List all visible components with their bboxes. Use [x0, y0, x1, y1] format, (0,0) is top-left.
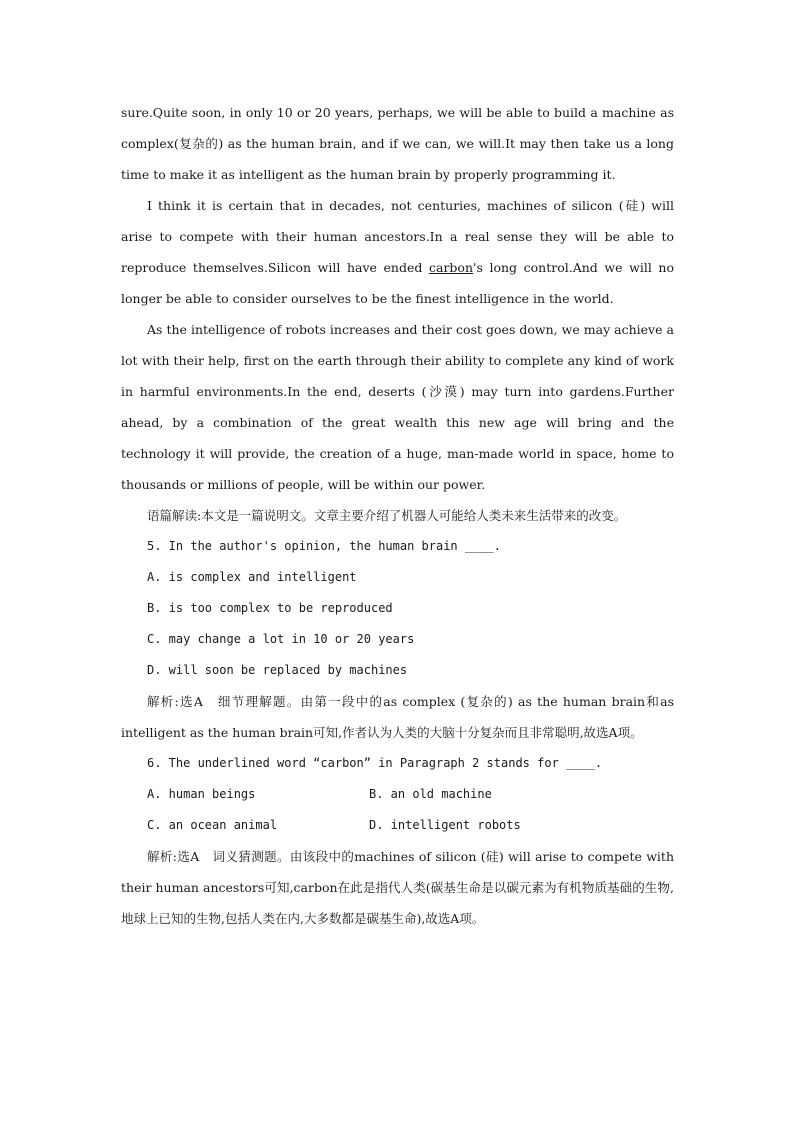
question-5-stem: 5. In the author's opinion, the human brain ____.	[147, 539, 502, 553]
passage-paragraph-1: sure.Quite soon, in only 10 or 20 years, perhaps, we will be able to build a machine as complex(复杂的) as the human brain, and if we can, we will.It may then take us a long time to make it as intelligent as the human brain by properly programming it.	[121, 105, 674, 182]
passage-paragraph-2	[121, 190, 674, 314]
passage-summary: 语篇解读:本文是一篇说明文。文章主要介绍了机器人可能给人类未来生活带来的改变。	[147, 508, 627, 523]
question-5-option-b: B. is too complex to be reproduced	[147, 601, 393, 615]
question-6-analysis: 解析:选A 词义猜测题。由该段中的machines of silicon (硅) will arise to compete with their human ancestors可知,carbon在此是指代人类(碳基生命是以碳元素为有机物质基础的生物,地球上已知的生物,包括人类在内,大多数都是碳基生命),故选A项。	[121, 849, 674, 926]
question-6-option-d: D. intelligent robots	[369, 818, 521, 832]
underlined-word-carbon: carbon	[429, 260, 474, 275]
passage-paragraph-3: As the intelligence of robots increases and their cost goes down, we may achieve a lot with their help, first on the earth through their ability to complete any kind of work in harmful environments.In the end, deserts (沙漠) may turn into gardens.Further ahead, by a combination of the great wealth this new age will bring and the technology it will provide, the creation of a huge, man-made world in space, home to thousands or millions of people, will be within our power.	[121, 322, 674, 492]
paragraph-2-part-b: 's long control.And we will no longer be able to consider ourselves to be the finest intelligence in the world.	[121, 260, 675, 306]
question-5-option-a: A. is complex and intelligent	[147, 570, 357, 584]
question-6-option-b: B. an old machine	[369, 787, 492, 801]
question-5-option-c: C. may change a lot in 10 or 20 years	[147, 632, 415, 646]
question-6-option-c: C. an ocean animal	[147, 818, 278, 832]
question-5-option-d: D. will soon be replaced by machines	[147, 663, 408, 677]
question-6-stem: 6. The underlined word “carbon” in Paragraph 2 stands for ____.	[147, 756, 603, 770]
question-5-analysis: 解析:选A 细节理解题。由第一段中的as complex (复杂的) as the human brain和as intelligent as the human brain可知,作者认为人类的大脑十分复杂而且非常聪明,故选A项。	[121, 694, 674, 740]
question-6-options-row-1	[121, 779, 674, 810]
document-body	[121, 97, 674, 934]
question-6-option-a: A. human beings	[147, 787, 256, 801]
question-6-options-row-2	[121, 810, 674, 841]
paragraph-2-part-a: I think it is certain that in decades, not centuries, machines of silicon (硅) will arise to compete with their human ancestors.In a real sense they will be able to reproduce themselves.Silicon will have ended	[121, 198, 674, 275]
